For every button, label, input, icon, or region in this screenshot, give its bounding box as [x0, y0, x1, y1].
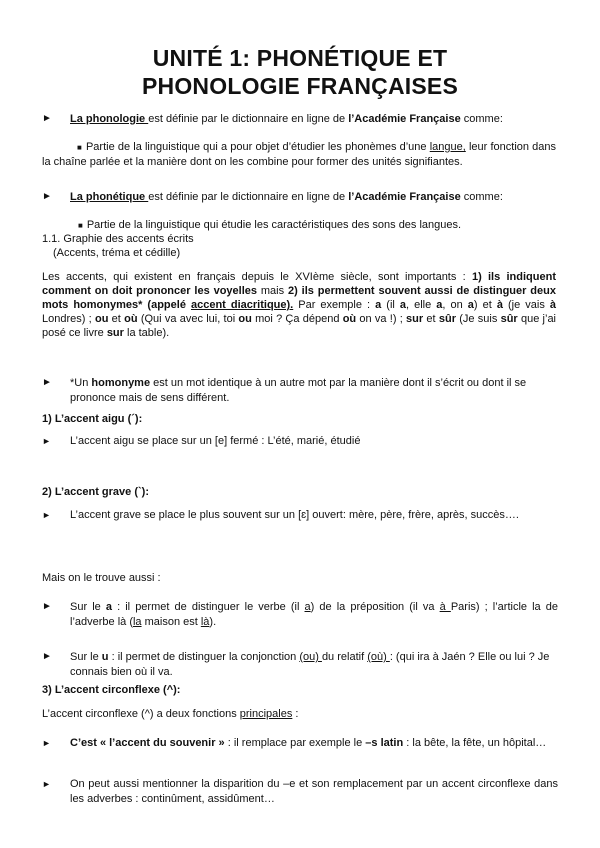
phonologie-term: La phonologie — [70, 113, 149, 125]
arrow-bullet-icon: ► — [42, 601, 52, 612]
arrow-bullet-icon: ► — [42, 377, 52, 388]
arrow-bullet-icon: ► — [42, 510, 51, 520]
section-1-1-subheading: (Accents, tréma et cédille) — [53, 247, 181, 259]
arrow-bullet-icon: ► — [42, 191, 52, 202]
page-title — [40, 44, 560, 100]
circonflexe-adverbes: On peut aussi mentionner la disparition du –e et son remplacement par un accent circonflexe dans les adverbes : continûment, assidûment… — [70, 778, 558, 805]
aigu-text: L’accent aigu se place sur un [e] fermé : L’été, marié, étudié — [70, 435, 361, 447]
circonflexe-intro: L’accent circonflexe (^) a deux fonctions principales : — [42, 708, 299, 720]
arrow-bullet-icon: ► — [42, 779, 51, 789]
grave-text: L’accent grave se place le plus souvent sur un [ɛ] ouvert: mère, père, frère, après, succès…. — [70, 509, 519, 521]
circonflexe-souvenir: C’est « l’accent du souvenir » : il remplace par exemple le –s latin : la bête, la fête, un hôpital… — [70, 737, 547, 749]
title-line-1: UNITÉ 1: PHONÉTIQUE ET — [152, 45, 448, 71]
phonetique-definition: ■ Partie de la linguistique qui étudie les caractéristiques des sons des langues. — [78, 219, 462, 231]
accents-paragraph: Les accents, qui existent en français depuis le XVIème siècle, sont importants : 1) ils indiquent comment on doit prononcer les voyelles mais 2) ils permettent souvent aussi de distinguer deux mots homonymes* (appelé accent diacritique). Par exemple : a (il a, elle a, on a) et à (je vais à Londres) ; ou et où (Qui va avec lui, toi ou moi ? Ça dépend où on va !) ; sur et sûr (Je suis sûr que j’ai posé ce livre sur la table). — [42, 271, 557, 339]
arrow-bullet-icon: ► — [42, 651, 52, 662]
arrow-bullet-icon: ► — [42, 436, 51, 446]
sur-le-a-text: Sur le a : il permet de distinguer le verbe (il a) de la préposition (il va à Paris) ; l’article la de l’adverbe là (la maison est là). — [70, 601, 558, 628]
section-1-1-heading: 1.1. Graphie des accents écrits — [42, 233, 194, 245]
mais-aussi-text: Mais on le trouve aussi : — [42, 572, 161, 584]
title-line-2: PHONOLOGIE FRANÇAISES — [141, 73, 458, 99]
homonyme-note: *Un homonyme est un mot identique à un autre mot par la manière dont il s’écrit ou dont il se prononce mais de sens différent. — [70, 377, 527, 404]
square-bullet-icon: ■ — [78, 221, 83, 230]
arrow-bullet-icon: ► — [42, 738, 51, 748]
square-bullet-icon: ■ — [77, 143, 82, 152]
grave-heading: 2) L’accent grave (`): — [42, 486, 149, 498]
sur-le-u-text: Sur le u : il permet de distinguer la conjonction (ou) du relatif (où) : (qui ira à Jaén ? Elle ou lui ? Je connais bien où il va. — [70, 651, 550, 678]
phonologie-intro: La phonologie est définie par le dictionnaire en ligne de l’Académie Française comme: — [70, 113, 503, 125]
aigu-heading: 1) L’accent aigu (´): — [42, 413, 143, 425]
phonologie-definition: ■ Partie de la linguistique qui a pour objet d’étudier les phonèmes d’une langue, leur fonction dans la chaîne parlée et la manière dont on les combine pour former des unités signifiantes. — [42, 141, 557, 168]
arrow-bullet-icon: ► — [42, 113, 52, 124]
phonetique-term: La phonétique — [70, 191, 149, 203]
phonetique-intro: La phonétique est définie par le dictionnaire en ligne de l’Académie Française comme: — [70, 191, 503, 203]
circonflexe-heading: 3) L’accent circonflexe (^): — [42, 684, 181, 696]
